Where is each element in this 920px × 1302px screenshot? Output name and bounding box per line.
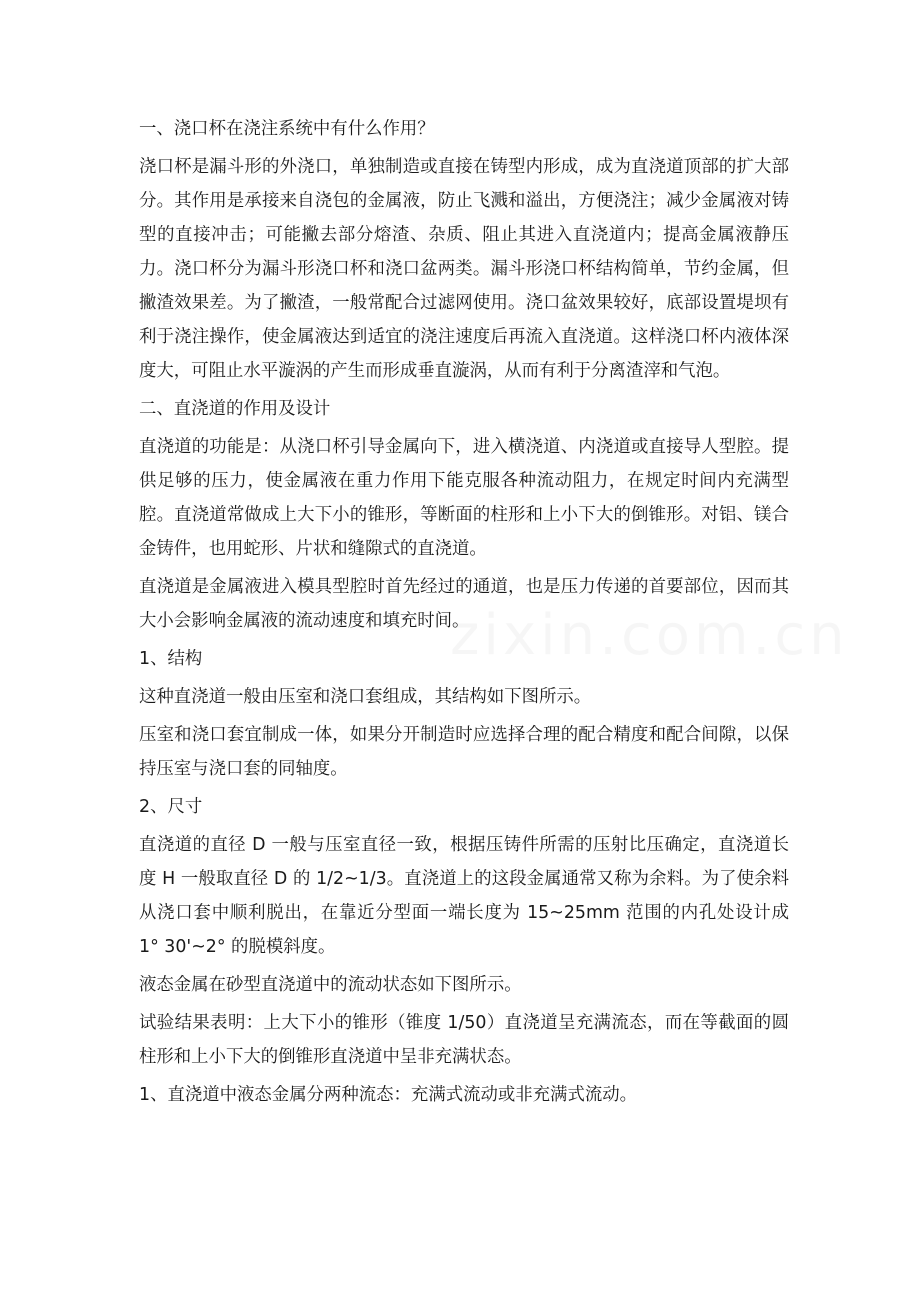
paragraph-flow-types: 1、直浇道中液态金属分两种流态：充满式流动或非充满式流动。 xyxy=(139,1085,638,1105)
paragraph-test-results: 试验结果表明：上大下小的锥形（锥度 1/50）直浇道呈充满流态，而在等截面的圆柱形和上小下大的倒锥形直浇道中呈非充满状态。 xyxy=(139,1013,789,1067)
paragraph-structure-integration: 压室和浇口套宜制成一体，如果分开制造时应选择合理的配合精度和配合间隙，以保持压室与浇口套的同轴度。 xyxy=(139,725,789,779)
heading-sprue-design: 二、直浇道的作用及设计 xyxy=(139,399,331,419)
paragraph-sprue-function: 直浇道的功能是：从浇口杯引导金属向下，进入横浇道、内浇道或直接导人型腔。提供足够的压力，使金属液在重力作用下能克服各种流动阻力，在规定时间内充满型腔。直浇道常做成上大下小的锥形，等断面的柱形和上小下大的倒锥形。对铝、镁合金铸件，也用蛇形、片状和缝隙式的直浇道。 xyxy=(139,437,789,559)
heading-sprue-cup: 一、浇口杯在浇注系统中有什么作用？ xyxy=(139,119,435,139)
document-body xyxy=(139,112,789,1116)
paragraph-structure-composition: 这种直浇道一般由压室和浇口套组成，其结构如下图所示。 xyxy=(139,687,592,707)
paragraph-dimensions: 直浇道的直径 D 一般与压室直径一致，根据压铸件所需的压射比压确定，直浇道长度 H 一般取直径 D 的 1/2~1/3。直浇道上的这段金属通常又称为余料。为了使余料从浇口套中顺利脱出，在靠近分型面一端长度为 15~25mm 范围的内孔处设计成 1° 30'~2° 的脱模斜度。 xyxy=(139,835,789,957)
paragraph-sprue-cup-function: 浇口杯是漏斗形的外浇口，单独制造或直接在铸型内形成，成为直浇道顶部的扩大部分。其作用是承接来自浇包的金属液，防止飞溅和溢出，方便浇注；减少金属液对铸型的直接冲击；可能撇去部分熔渣、杂质、阻止其进入直浇道内；提高金属液静压力。浇口杯分为漏斗形浇口杯和浇口盆两类。漏斗形浇口杯结构简单，节约金属，但撇渣效果差。为了撇渣，一般常配合过滤网使用。浇口盆效果较好，底部设置堤坝有利于浇注操作，使金属液达到适宜的浇注速度后再流入直浇道。这样浇口杯内液体深度大，可阻止水平漩涡的产生而形成垂直漩涡，从而有利于分离渣滓和气泡。 xyxy=(139,157,789,381)
paragraph-sprue-channel: 直浇道是金属液进入模具型腔时首先经过的通道，也是压力传递的首要部位，因而其大小会影响金属液的流动速度和填充时间。 xyxy=(139,577,789,631)
paragraph-flow-state: 液态金属在砂型直浇道中的流动状态如下图所示。 xyxy=(139,975,522,995)
subheading-structure: 1、结构 xyxy=(139,649,203,669)
subheading-dimensions: 2、尺寸 xyxy=(139,797,203,817)
